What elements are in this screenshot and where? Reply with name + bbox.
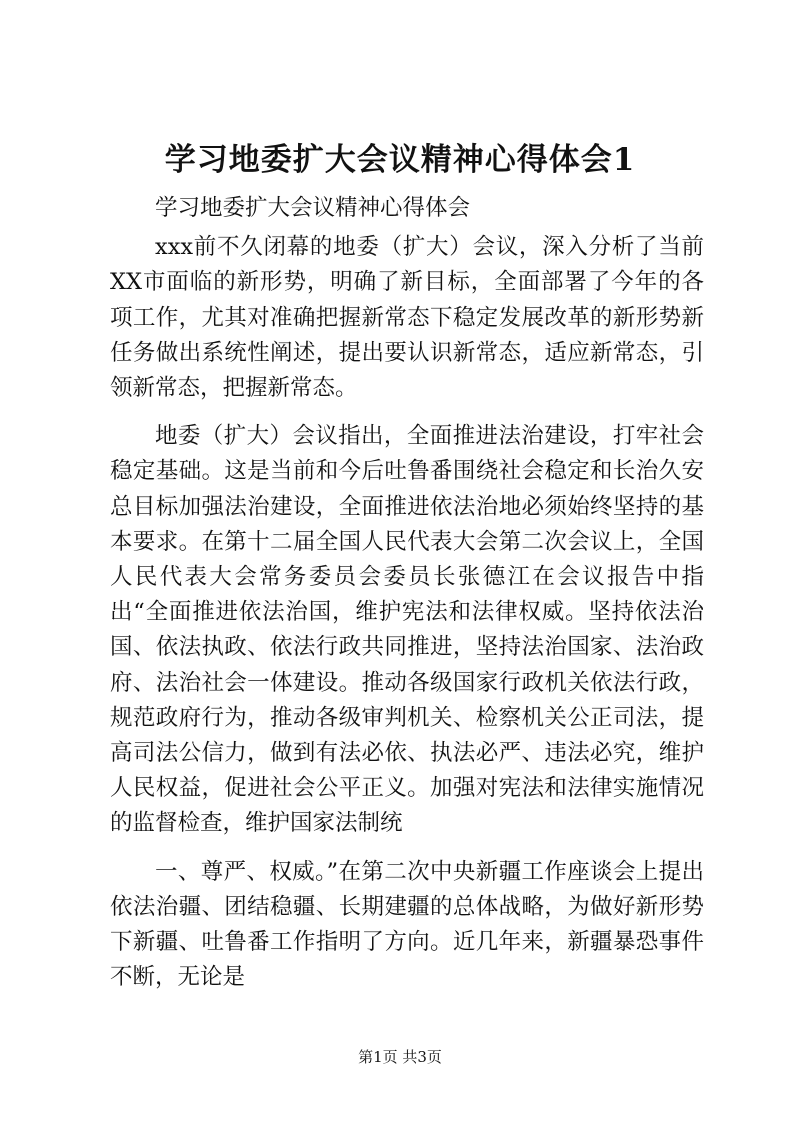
document-body <box>110 191 704 995</box>
paragraph-3: 一、尊严、权威。”在第二次中央新疆工作座谈会上提出依法治疆、团结稳疆、长期建疆的总体战略，为做好新形势下新疆、吐鲁番工作指明了方向。近几年来，新疆暴恐事件不断，无论是 <box>110 858 704 991</box>
paragraph-1: xxx前不久闭幕的地委（扩大）会议，深入分析了当前XX市面临的新形势，明确了新目标，全面部署了今年的各项工作，尤其对准确把握新常态下稳定发展改革的新形势新任务做出系统性阐述，提出要认识新常态，适应新常态，引领新常态，把握新常态。 <box>110 234 704 402</box>
document-subtitle: 学习地委扩大会议精神心得体会 <box>155 195 471 221</box>
paragraph-2: 地委（扩大）会议指出，全面推进法治建设，打牢社会稳定基础。这是当前和今后吐鲁番围绕社会稳定和长治久安总目标加强法治建设，全面推进依法治地必须始终坚持的基本要求。在第十二届全国人民代表大会第二次会议上，全国人民代表大会常务委员会委员长张德江在会议报告中指出“全面推进依法治国，维护宪法和法律权威。坚持依法治国、依法执政、依法行政共同推进，坚持法治国家、法治政府、法治社会一体建设。推动各级国家行政机关依法行政，规范政府行为，推动各级审判机关、检察机关公正司法，提高司法公信力，做到有法必依、执法必严、违法必究，维护人民权益，促进社会公平正义。加强对宪法和法律实施情况的监督检查，维护国家法制统 <box>110 423 704 837</box>
page-number-footer: 第1页 共3页 <box>358 1048 442 1066</box>
document-title: 学习地委扩大会议精神心得体会1 <box>164 142 636 178</box>
